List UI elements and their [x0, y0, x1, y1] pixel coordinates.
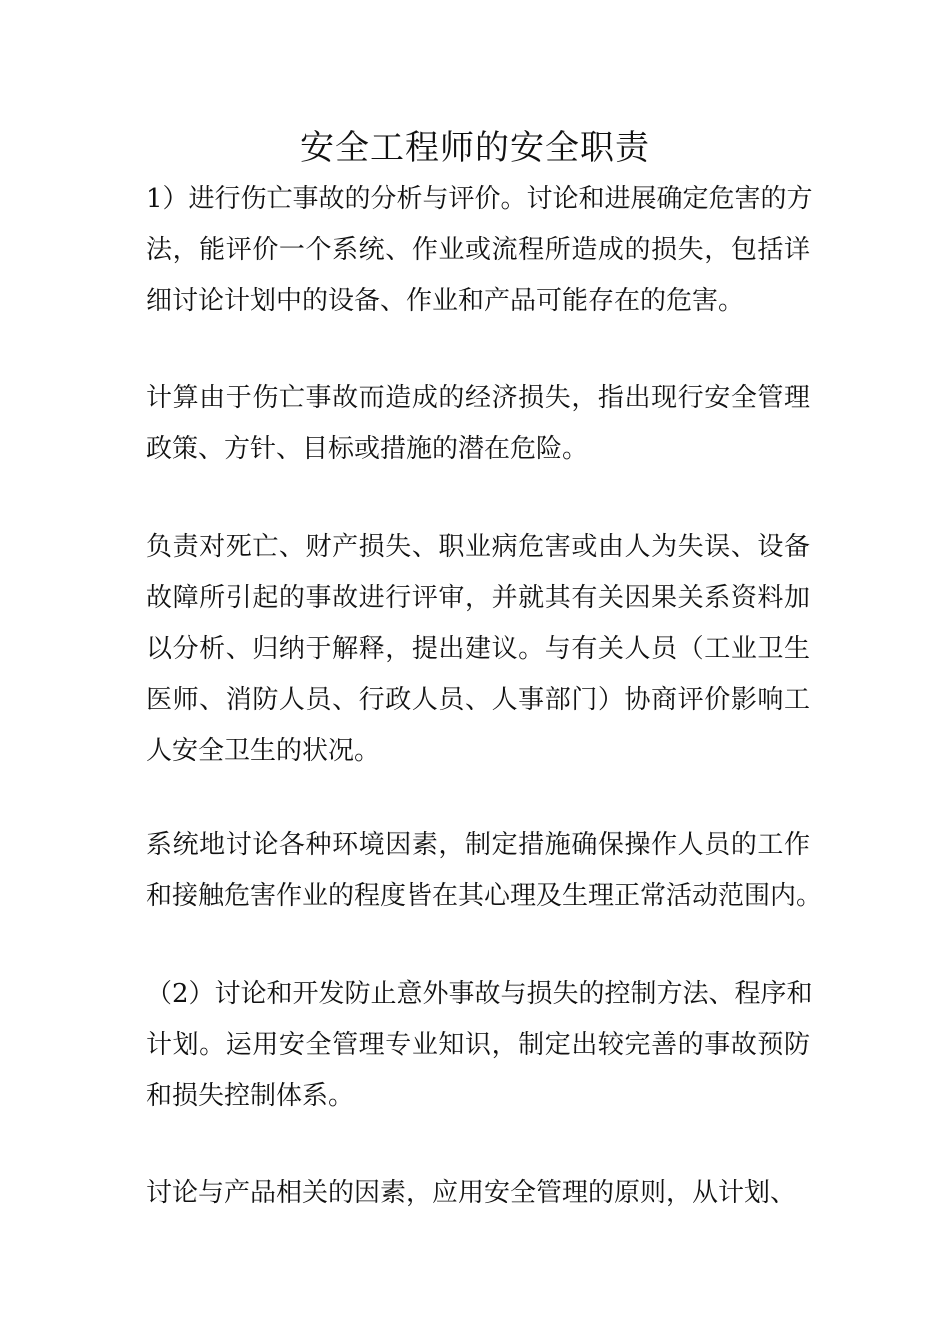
paragraph-line: （2）讨论和开发防止意外事故与损失的控制方法、程序和 [146, 979, 813, 1009]
paragraph-line: 负责对死亡、财产损失、职业病危害或由人为失误、设备 [146, 532, 810, 562]
paragraph-line: 政策、方针、目标或措施的潜在危险。 [146, 434, 589, 464]
paragraph-2 [146, 373, 810, 475]
paragraph-line: 讨论与产品相关的因素，应用安全管理的原则，从计划、 [146, 1178, 797, 1208]
paragraph-4 [146, 820, 823, 922]
paragraph-line: 和接触危害作业的程度皆在其心理及生理正常活动范围内。 [146, 881, 823, 911]
paragraph-line: 医师、消防人员、行政人员、人事部门）协商评价影响工 [146, 685, 810, 715]
paragraph-5 [146, 969, 813, 1122]
document-title: 安全工程师的安全职责 [300, 128, 650, 168]
paragraph-line: 1）进行伤亡事故的分析与评价。讨论和进展确定危害的方 [146, 184, 813, 214]
paragraph-line: 人安全卫生的状况。 [146, 736, 381, 766]
paragraph-line: 以分析、归纳于解释，提出建议。与有关人员（工业卫生 [146, 634, 810, 664]
paragraph-line: 计划。运用安全管理专业知识，制定出较完善的事故预防 [146, 1030, 810, 1060]
paragraph-line: 系统地讨论各种环境因素，制定措施确保操作人员的工作 [146, 830, 810, 860]
paragraph-line: 计算由于伤亡事故而造成的经济损失，指出现行安全管理 [146, 383, 810, 413]
paragraph-line: 法，能评价一个系统、作业或流程所造成的损失，包括详 [146, 235, 810, 265]
paragraph-line: 故障所引起的事故进行评审，并就其有关因果关系资料加 [146, 583, 810, 613]
paragraph-line: 和损失控制体系。 [146, 1081, 355, 1111]
paragraph-line: 细讨论计划中的设备、作业和产品可能存在的危害。 [146, 286, 745, 316]
paragraph-3 [146, 522, 810, 777]
paragraph-1 [146, 174, 813, 327]
paragraph-6 [146, 1168, 810, 1219]
